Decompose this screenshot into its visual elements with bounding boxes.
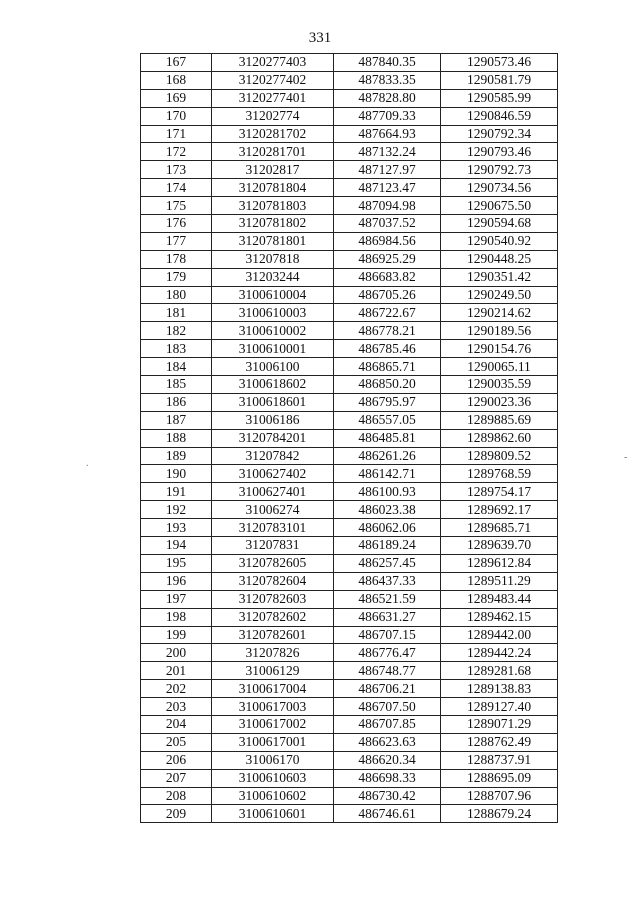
row-number-cell: 199 [141,626,212,644]
x-coordinate-cell: 486707.50 [334,698,441,716]
table-row [141,54,558,72]
table-row [141,537,558,555]
point-id-cell: 3120277402 [212,71,334,89]
x-coordinate-cell: 486705.26 [334,286,441,304]
row-number-cell: 176 [141,215,212,233]
row-number-cell: 178 [141,250,212,268]
row-number-cell: 204 [141,715,212,733]
x-coordinate-cell: 486776.47 [334,644,441,662]
table-row [141,662,558,680]
x-coordinate-cell: 486437.33 [334,572,441,590]
x-coordinate-cell: 486257.45 [334,554,441,572]
table-body [141,54,558,823]
y-coordinate-cell: 1289768.59 [441,465,558,483]
point-id-cell: 31006274 [212,501,334,519]
point-id-cell: 3120781801 [212,232,334,250]
y-coordinate-cell: 1290249.50 [441,286,558,304]
row-number-cell: 197 [141,590,212,608]
x-coordinate-cell: 487664.93 [334,125,441,143]
y-coordinate-cell: 1290035.59 [441,376,558,394]
table-row [141,161,558,179]
table-row [141,197,558,215]
row-number-cell: 201 [141,662,212,680]
y-coordinate-cell: 1290792.34 [441,125,558,143]
y-coordinate-cell: 1289862.60 [441,429,558,447]
point-id-cell: 3120783101 [212,519,334,537]
x-coordinate-cell: 486706.21 [334,680,441,698]
row-number-cell: 181 [141,304,212,322]
table-row [141,501,558,519]
row-number-cell: 185 [141,376,212,394]
row-number-cell: 205 [141,733,212,751]
point-id-cell: 3100610603 [212,769,334,787]
x-coordinate-cell: 486865.71 [334,358,441,376]
point-id-cell: 3120281701 [212,143,334,161]
table-row [141,286,558,304]
point-id-cell: 3100610602 [212,787,334,805]
x-coordinate-cell: 487132.24 [334,143,441,161]
point-id-cell: 3120782604 [212,572,334,590]
table-row [141,143,558,161]
point-id-cell: 3120281702 [212,125,334,143]
y-coordinate-cell: 1289885.69 [441,411,558,429]
table-row [141,644,558,662]
y-coordinate-cell: 1288762.49 [441,733,558,751]
point-id-cell: 3100617002 [212,715,334,733]
point-id-cell: 3100610601 [212,805,334,823]
x-coordinate-cell: 486521.59 [334,590,441,608]
point-id-cell: 3100618602 [212,376,334,394]
table-row [141,268,558,286]
row-number-cell: 184 [141,358,212,376]
point-id-cell: 3120781803 [212,197,334,215]
row-number-cell: 167 [141,54,212,72]
x-coordinate-cell: 486850.20 [334,376,441,394]
point-id-cell: 31203244 [212,268,334,286]
table-row [141,519,558,537]
table-row [141,572,558,590]
x-coordinate-cell: 486620.34 [334,751,441,769]
row-number-cell: 187 [141,411,212,429]
table-row [141,429,558,447]
row-number-cell: 195 [141,554,212,572]
row-number-cell: 208 [141,787,212,805]
y-coordinate-cell: 1289754.17 [441,483,558,501]
point-id-cell: 3120782603 [212,590,334,608]
table-row [141,465,558,483]
x-coordinate-cell: 487094.98 [334,197,441,215]
x-coordinate-cell: 486485.81 [334,429,441,447]
x-coordinate-cell: 487127.97 [334,161,441,179]
left-margin-mark: . [86,458,89,469]
y-coordinate-cell: 1290065.11 [441,358,558,376]
x-coordinate-cell: 486683.82 [334,268,441,286]
y-coordinate-cell: 1290585.99 [441,89,558,107]
row-number-cell: 173 [141,161,212,179]
point-id-cell: 3120784201 [212,429,334,447]
point-id-cell: 31207818 [212,250,334,268]
y-coordinate-cell: 1290189.56 [441,322,558,340]
right-margin-mark: - [624,452,628,463]
x-coordinate-cell: 486748.77 [334,662,441,680]
table-row [141,125,558,143]
table-row [141,179,558,197]
y-coordinate-cell: 1290734.56 [441,179,558,197]
y-coordinate-cell: 1290573.46 [441,54,558,72]
x-coordinate-cell: 486730.42 [334,787,441,805]
y-coordinate-cell: 1290581.79 [441,71,558,89]
row-number-cell: 207 [141,769,212,787]
point-id-cell: 3100617004 [212,680,334,698]
point-id-cell: 3100627401 [212,483,334,501]
row-number-cell: 174 [141,179,212,197]
row-number-cell: 168 [141,71,212,89]
y-coordinate-cell: 1290351.42 [441,268,558,286]
x-coordinate-cell: 486189.24 [334,537,441,555]
point-id-cell: 3100627402 [212,465,334,483]
row-number-cell: 169 [141,89,212,107]
point-id-cell: 3120781802 [212,215,334,233]
table-row [141,340,558,358]
row-number-cell: 194 [141,537,212,555]
point-id-cell: 3100610004 [212,286,334,304]
table-row [141,698,558,716]
table-row [141,590,558,608]
x-coordinate-cell: 487123.47 [334,179,441,197]
row-number-cell: 196 [141,572,212,590]
y-coordinate-cell: 1288679.24 [441,805,558,823]
table-row [141,393,558,411]
page-number: 331 [308,30,332,46]
row-number-cell: 186 [141,393,212,411]
x-coordinate-cell: 486925.29 [334,250,441,268]
row-number-cell: 192 [141,501,212,519]
y-coordinate-cell: 1288707.96 [441,787,558,805]
x-coordinate-cell: 487840.35 [334,54,441,72]
table-row [141,554,558,572]
x-coordinate-cell: 486795.97 [334,393,441,411]
row-number-cell: 180 [141,286,212,304]
x-coordinate-cell: 486261.26 [334,447,441,465]
row-number-cell: 191 [141,483,212,501]
row-number-cell: 198 [141,608,212,626]
point-id-cell: 3100618601 [212,393,334,411]
row-number-cell: 177 [141,232,212,250]
row-number-cell: 183 [141,340,212,358]
y-coordinate-cell: 1290448.25 [441,250,558,268]
y-coordinate-cell: 1289281.68 [441,662,558,680]
x-coordinate-cell: 486778.21 [334,322,441,340]
x-coordinate-cell: 486722.67 [334,304,441,322]
table-row [141,376,558,394]
point-id-cell: 3100617001 [212,733,334,751]
x-coordinate-cell: 486100.93 [334,483,441,501]
point-id-cell: 3100610001 [212,340,334,358]
row-number-cell: 206 [141,751,212,769]
y-coordinate-cell: 1290540.92 [441,232,558,250]
point-id-cell: 3100610003 [212,304,334,322]
table-row [141,447,558,465]
row-number-cell: 172 [141,143,212,161]
table-row [141,608,558,626]
point-id-cell: 3120277403 [212,54,334,72]
table-row [141,232,558,250]
point-id-cell: 31207831 [212,537,334,555]
table-row [141,107,558,125]
table-row [141,751,558,769]
x-coordinate-cell: 486984.56 [334,232,441,250]
y-coordinate-cell: 1290792.73 [441,161,558,179]
x-coordinate-cell: 486062.06 [334,519,441,537]
y-coordinate-cell: 1289612.84 [441,554,558,572]
table-row [141,215,558,233]
x-coordinate-cell: 486142.71 [334,465,441,483]
table-row [141,769,558,787]
y-coordinate-cell: 1289442.00 [441,626,558,644]
table-row [141,787,558,805]
table-row [141,250,558,268]
x-coordinate-cell: 486746.61 [334,805,441,823]
x-coordinate-cell: 486707.85 [334,715,441,733]
y-coordinate-cell: 1289442.24 [441,644,558,662]
row-number-cell: 189 [141,447,212,465]
coordinates-table [140,53,558,823]
x-coordinate-cell: 486557.05 [334,411,441,429]
x-coordinate-cell: 486023.38 [334,501,441,519]
point-id-cell: 3120782601 [212,626,334,644]
x-coordinate-cell: 486698.33 [334,769,441,787]
x-coordinate-cell: 487709.33 [334,107,441,125]
point-id-cell: 31202817 [212,161,334,179]
y-coordinate-cell: 1289809.52 [441,447,558,465]
table-row [141,733,558,751]
row-number-cell: 170 [141,107,212,125]
y-coordinate-cell: 1290675.50 [441,197,558,215]
y-coordinate-cell: 1289127.40 [441,698,558,716]
y-coordinate-cell: 1290793.46 [441,143,558,161]
x-coordinate-cell: 486707.15 [334,626,441,644]
row-number-cell: 209 [141,805,212,823]
y-coordinate-cell: 1290594.68 [441,215,558,233]
table-row [141,89,558,107]
point-id-cell: 3120782602 [212,608,334,626]
point-id-cell: 3100610002 [212,322,334,340]
point-id-cell: 3120277401 [212,89,334,107]
y-coordinate-cell: 1289639.70 [441,537,558,555]
row-number-cell: 188 [141,429,212,447]
point-id-cell: 31006186 [212,411,334,429]
row-number-cell: 203 [141,698,212,716]
x-coordinate-cell: 487037.52 [334,215,441,233]
y-coordinate-cell: 1289692.17 [441,501,558,519]
table-row [141,358,558,376]
row-number-cell: 179 [141,268,212,286]
y-coordinate-cell: 1290214.62 [441,304,558,322]
point-id-cell: 31207826 [212,644,334,662]
x-coordinate-cell: 486785.46 [334,340,441,358]
point-id-cell: 31006170 [212,751,334,769]
table-row [141,304,558,322]
y-coordinate-cell: 1289511.29 [441,572,558,590]
point-id-cell: 31207842 [212,447,334,465]
y-coordinate-cell: 1289071.29 [441,715,558,733]
point-id-cell: 31006100 [212,358,334,376]
table-row [141,805,558,823]
point-id-cell: 31202774 [212,107,334,125]
table-row [141,626,558,644]
x-coordinate-cell: 487833.35 [334,71,441,89]
table-row [141,715,558,733]
y-coordinate-cell: 1290023.36 [441,393,558,411]
row-number-cell: 182 [141,322,212,340]
row-number-cell: 175 [141,197,212,215]
point-id-cell: 3120782605 [212,554,334,572]
row-number-cell: 200 [141,644,212,662]
y-coordinate-cell: 1289685.71 [441,519,558,537]
point-id-cell: 3120781804 [212,179,334,197]
y-coordinate-cell: 1289483.44 [441,590,558,608]
row-number-cell: 202 [141,680,212,698]
row-number-cell: 193 [141,519,212,537]
y-coordinate-cell: 1290846.59 [441,107,558,125]
point-id-cell: 31006129 [212,662,334,680]
table-row [141,71,558,89]
x-coordinate-cell: 486631.27 [334,608,441,626]
y-coordinate-cell: 1290154.76 [441,340,558,358]
row-number-cell: 190 [141,465,212,483]
y-coordinate-cell: 1288695.09 [441,769,558,787]
y-coordinate-cell: 1288737.91 [441,751,558,769]
table-row [141,322,558,340]
x-coordinate-cell: 486623.63 [334,733,441,751]
table-row [141,483,558,501]
table-row [141,680,558,698]
table-row [141,411,558,429]
y-coordinate-cell: 1289138.83 [441,680,558,698]
row-number-cell: 171 [141,125,212,143]
y-coordinate-cell: 1289462.15 [441,608,558,626]
x-coordinate-cell: 487828.80 [334,89,441,107]
point-id-cell: 3100617003 [212,698,334,716]
